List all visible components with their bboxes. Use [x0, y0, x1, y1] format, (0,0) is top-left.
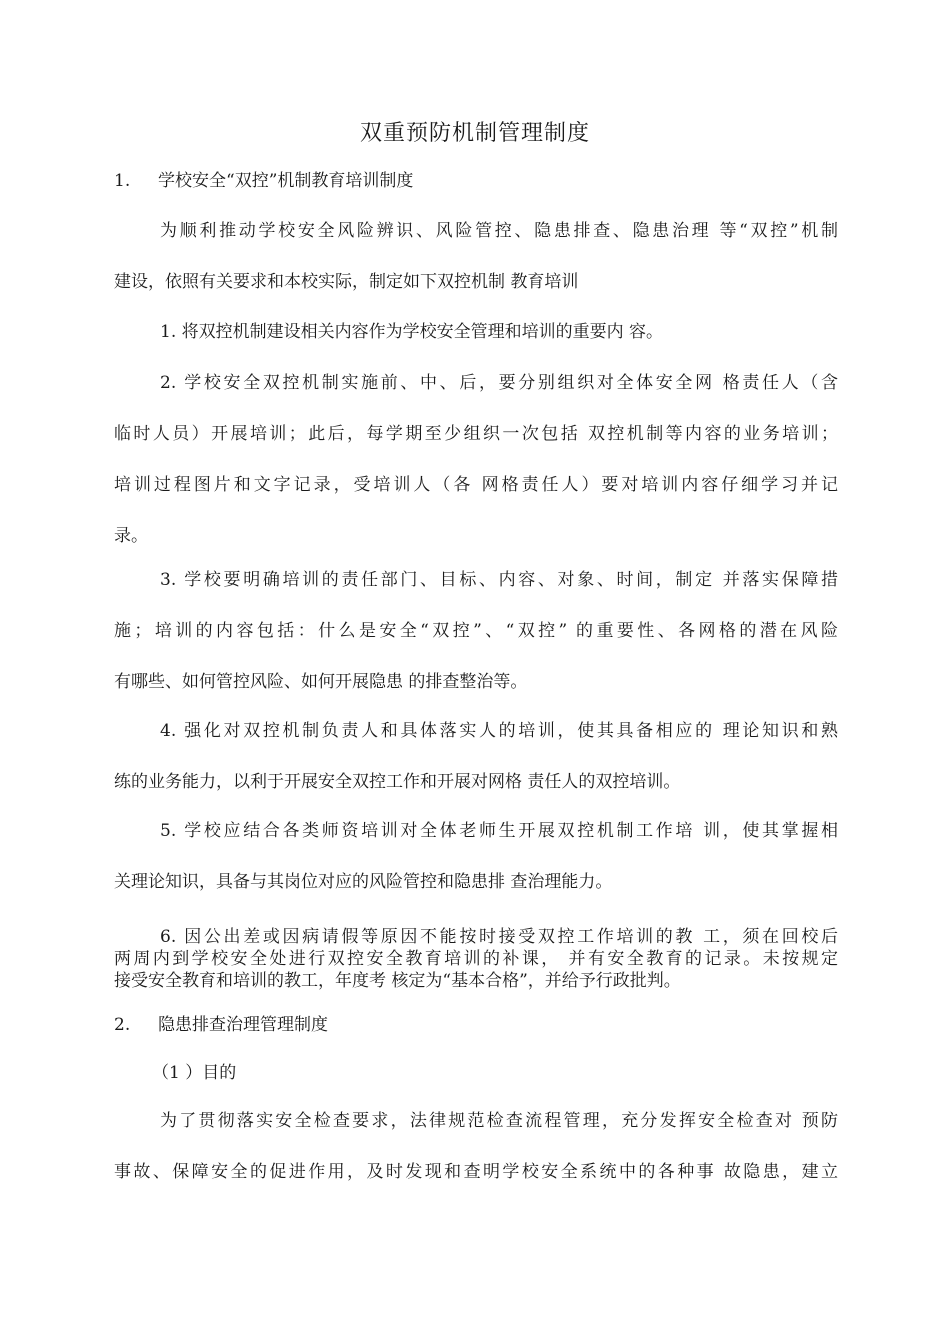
paragraph-line: 为了贯彻落实安全检查要求，法律规范检查流程管理，充分发挥安全检查对 预防	[160, 1111, 838, 1131]
paragraph-line: 临时人员）开展培训；此后，每学期至少组织一次包括 双控机制等内容的业务培训；	[114, 424, 838, 444]
paragraph-line: 建设，依照有关要求和本校实际，制定如下双控机制 教育培训	[114, 272, 579, 292]
paragraph-line: 培训过程图片和文字记录，受培训人（各 网格责任人）要对培训内容仔细学习并记	[114, 475, 838, 495]
paragraph-line: 接受安全教育和培训的教工，年度考 核定为“基本合格”，并给予行政批判。	[114, 971, 681, 991]
document-title: 双重预防机制管理制度	[359, 121, 590, 146]
paragraph-line: 为顺利推动学校安全风险辨识、风险管控、隐患排查、隐患治理 等“双控”机制	[160, 221, 838, 241]
item-6-paragraph	[114, 926, 838, 992]
item-3-paragraph	[114, 555, 838, 708]
section-2-heading	[114, 1009, 838, 1041]
intro-paragraph	[114, 206, 838, 308]
paragraph-line: 6. 因公出差或因病请假等原因不能按时接受双控工作培训的教 工，须在回校后	[160, 927, 838, 947]
item-1-paragraph	[114, 307, 838, 358]
paragraph-line: 施；培训的内容包括：什么是安全“双控”、“双控” 的重要性、各网格的潜在风险	[114, 621, 838, 641]
section-1-number: 1.	[114, 171, 131, 191]
section-1-title: 学校安全“双控”机制教育培训制度	[158, 171, 414, 191]
paragraph-line: 练的业务能力，以利于开展安全双控工作和开展对网格 责任人的双控培训。	[114, 772, 681, 792]
item-2-paragraph	[114, 358, 838, 562]
paragraph-line: 1. 将双控机制建设相关内容作为学校安全管理和培训的重要内 容。	[160, 322, 664, 342]
purpose-paragraph	[114, 1096, 838, 1198]
item-4-paragraph	[114, 706, 838, 808]
paragraph-line: 2. 学校安全双控机制实施前、中、后，要分别组织对全体安全网 格责任人（含	[160, 373, 838, 393]
paragraph-line: 有哪些、如何管控风险、如何开展隐患 的排查整治等。	[114, 672, 528, 692]
paragraph-line: 3. 学校要明确培训的责任部门、目标、内容、对象、时间，制定 并落实保障措	[160, 570, 838, 590]
section-1-heading	[114, 165, 838, 197]
paragraph-line: 关理论知识，具备与其岗位对应的风险管控和隐患排 查治理能力。	[114, 872, 613, 892]
subsection-label: （1 ）目的	[152, 1063, 237, 1083]
section-2-title: 隐患排查治理管理制度	[158, 1015, 328, 1035]
item-5-paragraph	[114, 806, 838, 908]
paragraph-line: 录。	[114, 526, 148, 546]
paragraph-line: 两周内到学校安全处进行双控安全教育培训的补课， 并有安全教育的记录。未按规定	[114, 949, 838, 969]
paragraph-line: 4. 强化对双控机制负责人和具体落实人的培训，使其具备相应的 理论知识和熟	[160, 721, 838, 741]
paragraph-line: 事故、保障安全的促进作用，及时发现和查明学校安全系统中的各种事 故隐患，建立	[114, 1162, 838, 1182]
paragraph-line: 5. 学校应结合各类师资培训对全体老师生开展双控机制工作培 训，使其掌握相	[160, 821, 838, 841]
section-2-number: 2.	[114, 1015, 131, 1035]
subsection-purpose-heading	[114, 1057, 838, 1089]
